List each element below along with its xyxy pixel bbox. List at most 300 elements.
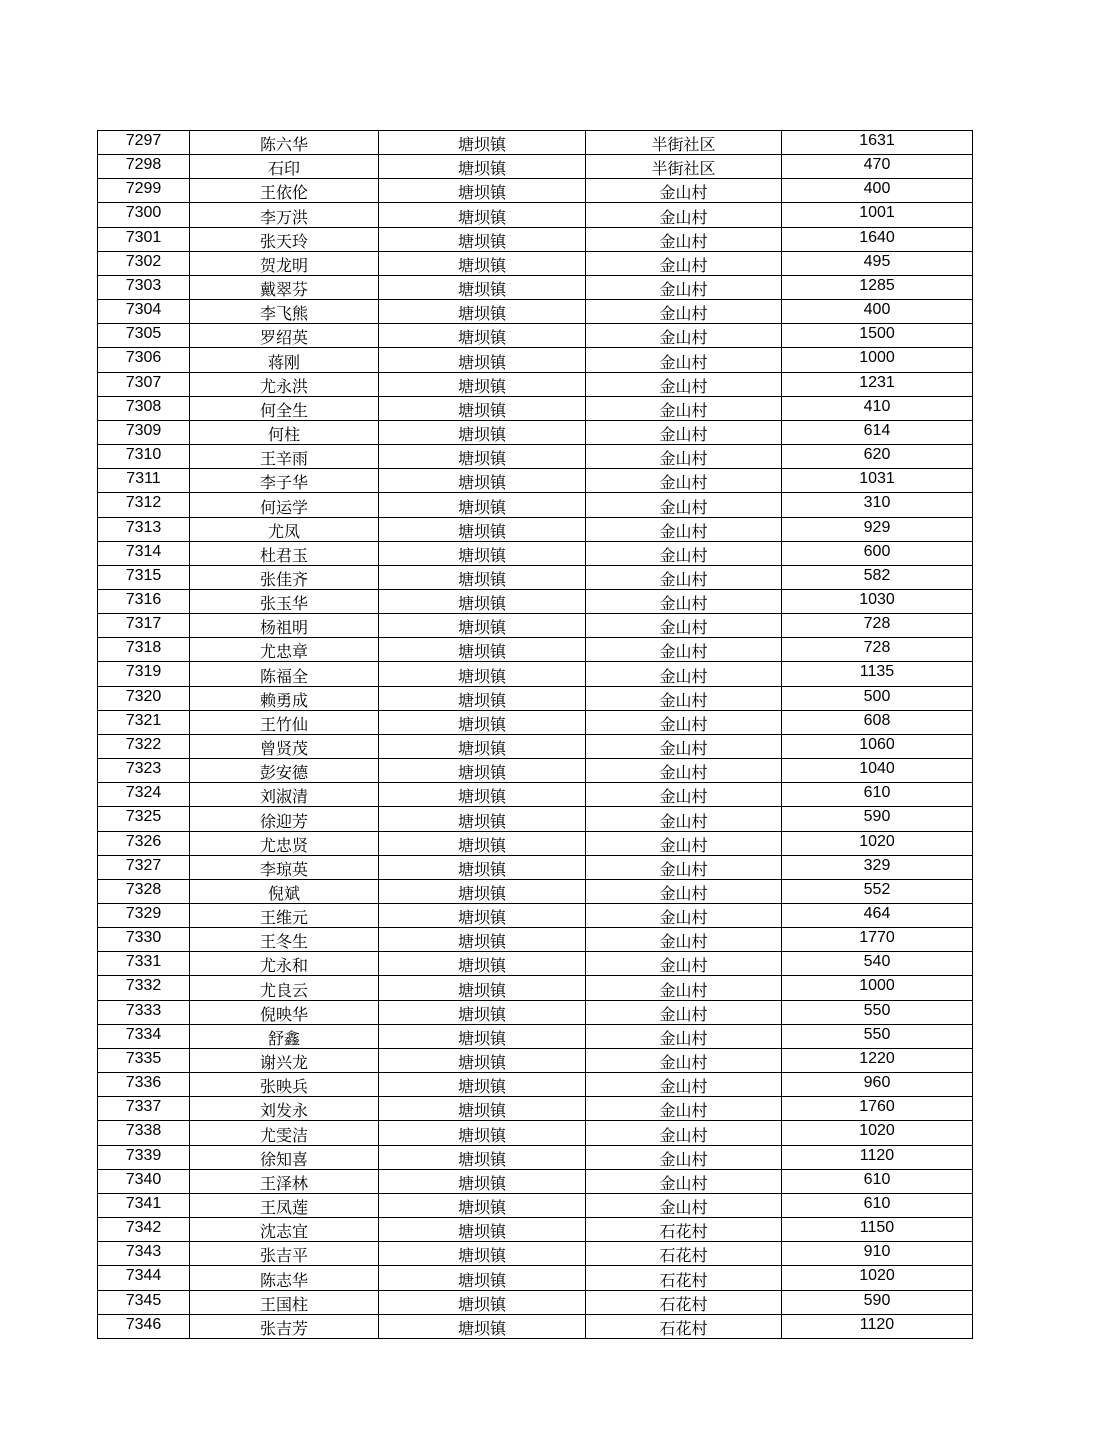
cell-name: 尤永和 bbox=[190, 952, 379, 976]
table-row bbox=[98, 614, 973, 638]
cell-village: 金山村 bbox=[586, 589, 782, 613]
cell-town: 塘坝镇 bbox=[379, 420, 586, 444]
cell-id: 7299 bbox=[98, 179, 190, 203]
cell-name: 刘发永 bbox=[190, 1097, 379, 1121]
cell-name: 刘淑清 bbox=[190, 783, 379, 807]
cell-village: 金山村 bbox=[586, 1097, 782, 1121]
cell-town: 塘坝镇 bbox=[379, 565, 586, 589]
cell-id: 7300 bbox=[98, 203, 190, 227]
cell-name: 尤忠章 bbox=[190, 638, 379, 662]
cell-amount: 1030 bbox=[782, 589, 973, 613]
table-row bbox=[98, 1193, 973, 1217]
cell-town: 塘坝镇 bbox=[379, 879, 586, 903]
cell-amount: 540 bbox=[782, 952, 973, 976]
cell-amount: 1770 bbox=[782, 928, 973, 952]
cell-village: 金山村 bbox=[586, 855, 782, 879]
cell-village: 金山村 bbox=[586, 541, 782, 565]
cell-name: 尤良云 bbox=[190, 976, 379, 1000]
cell-town: 塘坝镇 bbox=[379, 445, 586, 469]
table-row bbox=[98, 396, 973, 420]
table-row bbox=[98, 324, 973, 348]
cell-town: 塘坝镇 bbox=[379, 155, 586, 179]
cell-amount: 1220 bbox=[782, 1048, 973, 1072]
table-row bbox=[98, 1048, 973, 1072]
cell-name: 尤凤 bbox=[190, 517, 379, 541]
cell-village: 金山村 bbox=[586, 1048, 782, 1072]
cell-town: 塘坝镇 bbox=[379, 469, 586, 493]
cell-village: 金山村 bbox=[586, 396, 782, 420]
cell-id: 7326 bbox=[98, 831, 190, 855]
cell-amount: 610 bbox=[782, 1193, 973, 1217]
cell-town: 塘坝镇 bbox=[379, 1193, 586, 1217]
table-row bbox=[98, 710, 973, 734]
cell-village: 金山村 bbox=[586, 1024, 782, 1048]
cell-name: 王依伦 bbox=[190, 179, 379, 203]
table-row bbox=[98, 976, 973, 1000]
cell-name: 陈志华 bbox=[190, 1266, 379, 1290]
cell-village: 金山村 bbox=[586, 445, 782, 469]
cell-amount: 1060 bbox=[782, 734, 973, 758]
cell-name: 张天玲 bbox=[190, 227, 379, 251]
cell-village: 半街社区 bbox=[586, 155, 782, 179]
cell-id: 7305 bbox=[98, 324, 190, 348]
table-row bbox=[98, 1145, 973, 1169]
cell-town: 塘坝镇 bbox=[379, 1073, 586, 1097]
cell-town: 塘坝镇 bbox=[379, 517, 586, 541]
cell-amount: 1285 bbox=[782, 275, 973, 299]
cell-id: 7313 bbox=[98, 517, 190, 541]
cell-amount: 1031 bbox=[782, 469, 973, 493]
cell-amount: 614 bbox=[782, 420, 973, 444]
cell-village: 金山村 bbox=[586, 203, 782, 227]
cell-town: 塘坝镇 bbox=[379, 1290, 586, 1314]
cell-town: 塘坝镇 bbox=[379, 904, 586, 928]
cell-amount: 620 bbox=[782, 445, 973, 469]
table-row bbox=[98, 275, 973, 299]
table-row bbox=[98, 686, 973, 710]
cell-village: 金山村 bbox=[586, 734, 782, 758]
table-row bbox=[98, 783, 973, 807]
cell-name: 沈志宜 bbox=[190, 1218, 379, 1242]
cell-amount: 1135 bbox=[782, 662, 973, 686]
cell-id: 7342 bbox=[98, 1218, 190, 1242]
cell-id: 7340 bbox=[98, 1169, 190, 1193]
cell-amount: 410 bbox=[782, 396, 973, 420]
cell-amount: 1000 bbox=[782, 348, 973, 372]
cell-amount: 590 bbox=[782, 807, 973, 831]
cell-amount: 610 bbox=[782, 1169, 973, 1193]
cell-village: 金山村 bbox=[586, 638, 782, 662]
cell-id: 7323 bbox=[98, 759, 190, 783]
table-row bbox=[98, 469, 973, 493]
cell-village: 金山村 bbox=[586, 807, 782, 831]
cell-id: 7332 bbox=[98, 976, 190, 1000]
cell-amount: 1150 bbox=[782, 1218, 973, 1242]
cell-amount: 1000 bbox=[782, 976, 973, 1000]
cell-village: 石花村 bbox=[586, 1242, 782, 1266]
cell-amount: 500 bbox=[782, 686, 973, 710]
cell-amount: 1631 bbox=[782, 131, 973, 155]
cell-town: 塘坝镇 bbox=[379, 662, 586, 686]
table-row bbox=[98, 904, 973, 928]
cell-name: 罗绍英 bbox=[190, 324, 379, 348]
cell-id: 7336 bbox=[98, 1073, 190, 1097]
cell-name: 何运学 bbox=[190, 493, 379, 517]
cell-name: 王国柱 bbox=[190, 1290, 379, 1314]
table-row bbox=[98, 348, 973, 372]
table-row bbox=[98, 1242, 973, 1266]
cell-amount: 464 bbox=[782, 904, 973, 928]
cell-amount: 910 bbox=[782, 1242, 973, 1266]
cell-id: 7328 bbox=[98, 879, 190, 903]
table-row bbox=[98, 131, 973, 155]
cell-name: 舒鑫 bbox=[190, 1024, 379, 1048]
cell-town: 塘坝镇 bbox=[379, 203, 586, 227]
cell-id: 7321 bbox=[98, 710, 190, 734]
cell-town: 塘坝镇 bbox=[379, 686, 586, 710]
cell-village: 金山村 bbox=[586, 952, 782, 976]
cell-town: 塘坝镇 bbox=[379, 734, 586, 758]
cell-village: 金山村 bbox=[586, 324, 782, 348]
cell-village: 金山村 bbox=[586, 879, 782, 903]
cell-id: 7316 bbox=[98, 589, 190, 613]
table-row bbox=[98, 155, 973, 179]
cell-town: 塘坝镇 bbox=[379, 783, 586, 807]
cell-village: 金山村 bbox=[586, 517, 782, 541]
cell-village: 石花村 bbox=[586, 1266, 782, 1290]
table-row bbox=[98, 1169, 973, 1193]
cell-village: 石花村 bbox=[586, 1290, 782, 1314]
cell-id: 7309 bbox=[98, 420, 190, 444]
cell-town: 塘坝镇 bbox=[379, 759, 586, 783]
cell-name: 何全生 bbox=[190, 396, 379, 420]
cell-town: 塘坝镇 bbox=[379, 251, 586, 275]
cell-amount: 728 bbox=[782, 614, 973, 638]
table-row bbox=[98, 420, 973, 444]
cell-village: 金山村 bbox=[586, 179, 782, 203]
cell-village: 金山村 bbox=[586, 976, 782, 1000]
cell-amount: 1760 bbox=[782, 1097, 973, 1121]
cell-village: 金山村 bbox=[586, 1145, 782, 1169]
cell-amount: 310 bbox=[782, 493, 973, 517]
cell-id: 7318 bbox=[98, 638, 190, 662]
cell-village: 金山村 bbox=[586, 710, 782, 734]
table-row bbox=[98, 879, 973, 903]
cell-village: 金山村 bbox=[586, 372, 782, 396]
cell-town: 塘坝镇 bbox=[379, 1218, 586, 1242]
table-row bbox=[98, 179, 973, 203]
cell-id: 7345 bbox=[98, 1290, 190, 1314]
cell-amount: 552 bbox=[782, 879, 973, 903]
cell-name: 王冬生 bbox=[190, 928, 379, 952]
cell-village: 金山村 bbox=[586, 493, 782, 517]
table-row bbox=[98, 300, 973, 324]
cell-village: 金山村 bbox=[586, 420, 782, 444]
cell-id: 7317 bbox=[98, 614, 190, 638]
cell-village: 金山村 bbox=[586, 783, 782, 807]
cell-name: 王泽林 bbox=[190, 1169, 379, 1193]
cell-town: 塘坝镇 bbox=[379, 179, 586, 203]
cell-village: 金山村 bbox=[586, 686, 782, 710]
cell-id: 7320 bbox=[98, 686, 190, 710]
cell-id: 7337 bbox=[98, 1097, 190, 1121]
cell-id: 7298 bbox=[98, 155, 190, 179]
cell-village: 金山村 bbox=[586, 614, 782, 638]
cell-id: 7338 bbox=[98, 1121, 190, 1145]
cell-amount: 1640 bbox=[782, 227, 973, 251]
table-body bbox=[98, 131, 973, 1339]
cell-village: 金山村 bbox=[586, 759, 782, 783]
cell-name: 徐知喜 bbox=[190, 1145, 379, 1169]
cell-amount: 610 bbox=[782, 783, 973, 807]
table-row bbox=[98, 541, 973, 565]
cell-name: 王凤莲 bbox=[190, 1193, 379, 1217]
cell-amount: 582 bbox=[782, 565, 973, 589]
table-row bbox=[98, 1024, 973, 1048]
cell-name: 徐迎芳 bbox=[190, 807, 379, 831]
cell-name: 尤雯洁 bbox=[190, 1121, 379, 1145]
cell-town: 塘坝镇 bbox=[379, 1314, 586, 1338]
cell-amount: 1020 bbox=[782, 831, 973, 855]
table-row bbox=[98, 1314, 973, 1338]
cell-town: 塘坝镇 bbox=[379, 976, 586, 1000]
table-row bbox=[98, 952, 973, 976]
cell-town: 塘坝镇 bbox=[379, 372, 586, 396]
cell-town: 塘坝镇 bbox=[379, 807, 586, 831]
cell-town: 塘坝镇 bbox=[379, 952, 586, 976]
cell-name: 张佳齐 bbox=[190, 565, 379, 589]
cell-name: 尤忠贤 bbox=[190, 831, 379, 855]
cell-town: 塘坝镇 bbox=[379, 1121, 586, 1145]
cell-id: 7322 bbox=[98, 734, 190, 758]
table-row bbox=[98, 759, 973, 783]
cell-id: 7346 bbox=[98, 1314, 190, 1338]
cell-town: 塘坝镇 bbox=[379, 614, 586, 638]
cell-name: 蒋刚 bbox=[190, 348, 379, 372]
cell-name: 张映兵 bbox=[190, 1073, 379, 1097]
cell-amount: 400 bbox=[782, 179, 973, 203]
cell-name: 王维元 bbox=[190, 904, 379, 928]
cell-village: 金山村 bbox=[586, 565, 782, 589]
cell-name: 张吉平 bbox=[190, 1242, 379, 1266]
cell-name: 贺龙明 bbox=[190, 251, 379, 275]
cell-id: 7302 bbox=[98, 251, 190, 275]
table-row bbox=[98, 227, 973, 251]
cell-amount: 495 bbox=[782, 251, 973, 275]
table-row bbox=[98, 517, 973, 541]
cell-village: 金山村 bbox=[586, 831, 782, 855]
cell-village: 金山村 bbox=[586, 1000, 782, 1024]
cell-name: 杜君玉 bbox=[190, 541, 379, 565]
cell-name: 王辛雨 bbox=[190, 445, 379, 469]
cell-village: 金山村 bbox=[586, 251, 782, 275]
cell-id: 7344 bbox=[98, 1266, 190, 1290]
cell-town: 塘坝镇 bbox=[379, 831, 586, 855]
cell-id: 7339 bbox=[98, 1145, 190, 1169]
cell-town: 塘坝镇 bbox=[379, 300, 586, 324]
cell-amount: 1500 bbox=[782, 324, 973, 348]
cell-id: 7308 bbox=[98, 396, 190, 420]
cell-name: 李万洪 bbox=[190, 203, 379, 227]
cell-village: 石花村 bbox=[586, 1218, 782, 1242]
cell-amount: 470 bbox=[782, 155, 973, 179]
cell-town: 塘坝镇 bbox=[379, 541, 586, 565]
table-row bbox=[98, 589, 973, 613]
table-row bbox=[98, 203, 973, 227]
cell-name: 倪映华 bbox=[190, 1000, 379, 1024]
cell-village: 金山村 bbox=[586, 469, 782, 493]
cell-id: 7330 bbox=[98, 928, 190, 952]
cell-name: 石印 bbox=[190, 155, 379, 179]
cell-name: 王竹仙 bbox=[190, 710, 379, 734]
cell-name: 彭安德 bbox=[190, 759, 379, 783]
cell-village: 金山村 bbox=[586, 1193, 782, 1217]
table-row bbox=[98, 807, 973, 831]
cell-village: 金山村 bbox=[586, 227, 782, 251]
cell-id: 7341 bbox=[98, 1193, 190, 1217]
cell-id: 7334 bbox=[98, 1024, 190, 1048]
cell-town: 塘坝镇 bbox=[379, 1024, 586, 1048]
cell-id: 7307 bbox=[98, 372, 190, 396]
cell-amount: 550 bbox=[782, 1024, 973, 1048]
cell-id: 7333 bbox=[98, 1000, 190, 1024]
cell-town: 塘坝镇 bbox=[379, 131, 586, 155]
cell-town: 塘坝镇 bbox=[379, 1048, 586, 1072]
cell-name: 李琼英 bbox=[190, 855, 379, 879]
cell-id: 7311 bbox=[98, 469, 190, 493]
cell-name: 戴翠芬 bbox=[190, 275, 379, 299]
table-row bbox=[98, 928, 973, 952]
cell-id: 7301 bbox=[98, 227, 190, 251]
cell-village: 金山村 bbox=[586, 904, 782, 928]
cell-amount: 929 bbox=[782, 517, 973, 541]
cell-village: 金山村 bbox=[586, 1169, 782, 1193]
cell-amount: 1120 bbox=[782, 1145, 973, 1169]
table-row bbox=[98, 565, 973, 589]
cell-town: 塘坝镇 bbox=[379, 1266, 586, 1290]
cell-town: 塘坝镇 bbox=[379, 1242, 586, 1266]
cell-town: 塘坝镇 bbox=[379, 1000, 586, 1024]
cell-village: 金山村 bbox=[586, 275, 782, 299]
cell-name: 曾贤茂 bbox=[190, 734, 379, 758]
table-row bbox=[98, 493, 973, 517]
cell-amount: 590 bbox=[782, 1290, 973, 1314]
cell-amount: 1020 bbox=[782, 1121, 973, 1145]
cell-id: 7306 bbox=[98, 348, 190, 372]
cell-amount: 728 bbox=[782, 638, 973, 662]
cell-town: 塘坝镇 bbox=[379, 638, 586, 662]
cell-amount: 600 bbox=[782, 541, 973, 565]
cell-name: 倪斌 bbox=[190, 879, 379, 903]
cell-town: 塘坝镇 bbox=[379, 1097, 586, 1121]
cell-town: 塘坝镇 bbox=[379, 1145, 586, 1169]
cell-id: 7319 bbox=[98, 662, 190, 686]
cell-id: 7303 bbox=[98, 275, 190, 299]
cell-town: 塘坝镇 bbox=[379, 324, 586, 348]
table-row bbox=[98, 638, 973, 662]
cell-name: 陈六华 bbox=[190, 131, 379, 155]
cell-amount: 1020 bbox=[782, 1266, 973, 1290]
cell-amount: 1001 bbox=[782, 203, 973, 227]
cell-name: 张玉华 bbox=[190, 589, 379, 613]
cell-amount: 1231 bbox=[782, 372, 973, 396]
cell-id: 7310 bbox=[98, 445, 190, 469]
table-row bbox=[98, 855, 973, 879]
cell-id: 7327 bbox=[98, 855, 190, 879]
cell-id: 7324 bbox=[98, 783, 190, 807]
cell-name: 谢兴龙 bbox=[190, 1048, 379, 1072]
cell-name: 何柱 bbox=[190, 420, 379, 444]
cell-town: 塘坝镇 bbox=[379, 493, 586, 517]
cell-village: 石花村 bbox=[586, 1314, 782, 1338]
cell-id: 7343 bbox=[98, 1242, 190, 1266]
table-row bbox=[98, 1290, 973, 1314]
cell-name: 李飞熊 bbox=[190, 300, 379, 324]
cell-town: 塘坝镇 bbox=[379, 396, 586, 420]
cell-town: 塘坝镇 bbox=[379, 589, 586, 613]
table-row bbox=[98, 1266, 973, 1290]
cell-id: 7325 bbox=[98, 807, 190, 831]
cell-name: 李子华 bbox=[190, 469, 379, 493]
cell-town: 塘坝镇 bbox=[379, 710, 586, 734]
cell-village: 金山村 bbox=[586, 1073, 782, 1097]
table-row bbox=[98, 445, 973, 469]
table-row bbox=[98, 372, 973, 396]
cell-village: 金山村 bbox=[586, 1121, 782, 1145]
table-row bbox=[98, 251, 973, 275]
cell-id: 7335 bbox=[98, 1048, 190, 1072]
table-row bbox=[98, 1000, 973, 1024]
cell-town: 塘坝镇 bbox=[379, 348, 586, 372]
cell-amount: 550 bbox=[782, 1000, 973, 1024]
cell-amount: 400 bbox=[782, 300, 973, 324]
table-row bbox=[98, 1073, 973, 1097]
data-table bbox=[97, 130, 973, 1339]
cell-town: 塘坝镇 bbox=[379, 1169, 586, 1193]
table-row bbox=[98, 831, 973, 855]
cell-name: 陈福全 bbox=[190, 662, 379, 686]
cell-id: 7329 bbox=[98, 904, 190, 928]
cell-town: 塘坝镇 bbox=[379, 275, 586, 299]
cell-id: 7331 bbox=[98, 952, 190, 976]
cell-amount: 329 bbox=[782, 855, 973, 879]
cell-id: 7297 bbox=[98, 131, 190, 155]
cell-id: 7304 bbox=[98, 300, 190, 324]
cell-amount: 1120 bbox=[782, 1314, 973, 1338]
cell-village: 金山村 bbox=[586, 300, 782, 324]
table-row bbox=[98, 1121, 973, 1145]
cell-village: 半街社区 bbox=[586, 131, 782, 155]
cell-id: 7315 bbox=[98, 565, 190, 589]
cell-name: 赖勇成 bbox=[190, 686, 379, 710]
cell-town: 塘坝镇 bbox=[379, 227, 586, 251]
table-row bbox=[98, 1218, 973, 1242]
cell-amount: 1040 bbox=[782, 759, 973, 783]
cell-name: 尤永洪 bbox=[190, 372, 379, 396]
cell-name: 杨祖明 bbox=[190, 614, 379, 638]
cell-town: 塘坝镇 bbox=[379, 928, 586, 952]
cell-id: 7314 bbox=[98, 541, 190, 565]
cell-village: 金山村 bbox=[586, 928, 782, 952]
table-row bbox=[98, 734, 973, 758]
cell-amount: 608 bbox=[782, 710, 973, 734]
cell-name: 张吉芳 bbox=[190, 1314, 379, 1338]
cell-id: 7312 bbox=[98, 493, 190, 517]
cell-village: 金山村 bbox=[586, 348, 782, 372]
table-row bbox=[98, 1097, 973, 1121]
cell-village: 金山村 bbox=[586, 662, 782, 686]
cell-town: 塘坝镇 bbox=[379, 855, 586, 879]
